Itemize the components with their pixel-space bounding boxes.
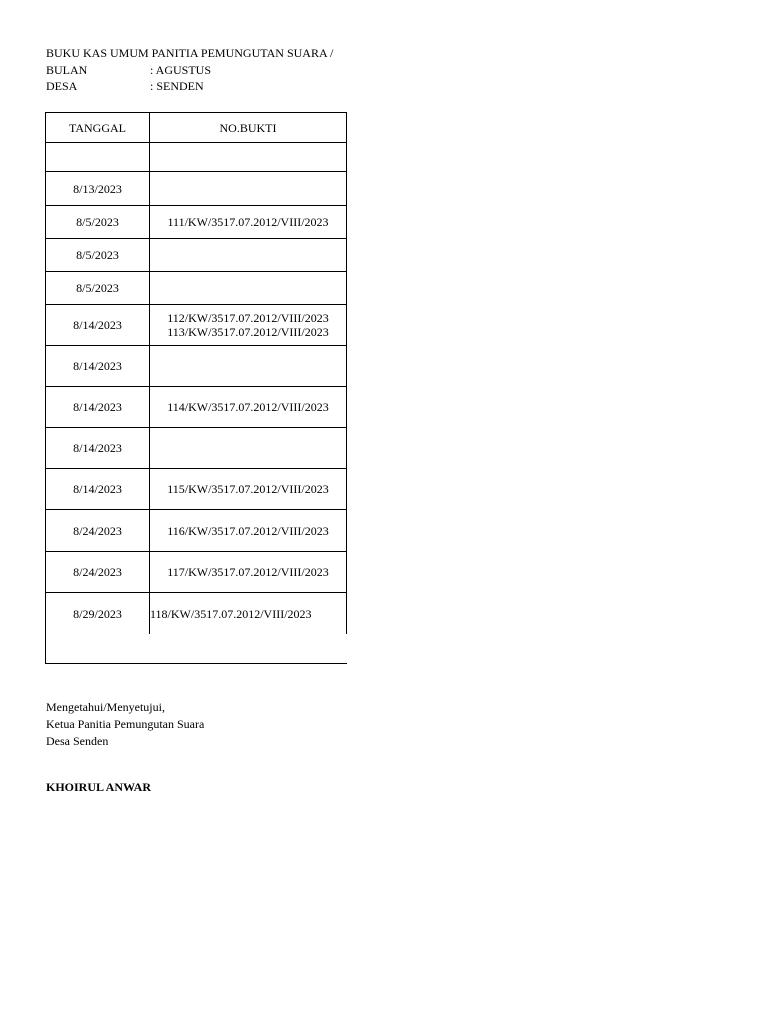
cell-no-bukti	[150, 172, 347, 205]
cell-no-bukti	[150, 305, 347, 345]
cell-no-bukti	[150, 510, 347, 551]
table-row	[46, 469, 347, 510]
table-row	[46, 272, 347, 305]
table-row	[46, 428, 347, 469]
table-row	[46, 206, 347, 239]
cell-tanggal: 8/14/2023	[46, 428, 150, 468]
signer-name: KHOIRUL ANWAR	[46, 780, 152, 794]
table-row	[46, 510, 347, 552]
no-bukti-text: 117/KW/3517.07.2012/VIII/2023	[167, 565, 329, 579]
no-bukti-text: 115/KW/3517.07.2012/VIII/2023	[167, 482, 329, 496]
cell-no-bukti	[150, 428, 347, 468]
desa-value: : SENDEN	[150, 79, 204, 93]
signature-line-approval: Mengetahui/Menyetujui,	[46, 700, 165, 714]
cell-no-bukti	[150, 272, 347, 304]
table-row	[46, 239, 347, 272]
cell-tanggal: 8/14/2023	[46, 387, 150, 427]
footer-empty-cell	[46, 634, 347, 663]
cell-tanggal: 8/13/2023	[46, 172, 150, 205]
cell-tanggal: 8/5/2023	[46, 239, 150, 271]
cell-no-bukti	[150, 346, 347, 386]
no-bukti-text: 118/KW/3517.07.2012/VIII/2023	[150, 606, 312, 621]
cell-tanggal: 8/24/2023	[46, 510, 150, 551]
signature-block	[46, 699, 204, 750]
table-row	[46, 387, 347, 428]
cell-tanggal: 8/29/2023	[46, 593, 150, 634]
no-bukti-text: 114/KW/3517.07.2012/VIII/2023	[167, 400, 329, 414]
cell-no-bukti	[150, 387, 347, 427]
table-header-row	[46, 113, 347, 143]
table-row	[46, 305, 347, 346]
cell-no-bukti	[150, 593, 347, 634]
ledger-table	[45, 112, 347, 664]
no-bukti-text: 111/KW/3517.07.2012/VIII/2023	[167, 215, 329, 229]
bulan-label: BULAN	[46, 63, 88, 77]
cell-tanggal: 8/14/2023	[46, 469, 150, 509]
cell-tanggal: 8/14/2023	[46, 346, 150, 386]
desa-label: DESA	[46, 79, 78, 93]
signature-line-village: Desa Senden	[46, 734, 109, 748]
no-bukti-text: 112/KW/3517.07.2012/VIII/2023	[167, 311, 329, 325]
no-bukti-text: 113/KW/3517.07.2012/VIII/2023	[167, 325, 329, 339]
cell-tanggal: 8/14/2023	[46, 305, 150, 345]
meta-bulan	[46, 62, 211, 78]
table-row	[46, 143, 347, 172]
column-header-tanggal: TANGGAL	[46, 113, 150, 142]
cell-no-bukti	[150, 143, 347, 171]
table-row	[46, 346, 347, 387]
column-header-no-bukti: NO.BUKTI	[150, 113, 347, 142]
no-bukti-text: 116/KW/3517.07.2012/VIII/2023	[167, 523, 329, 538]
cell-tanggal	[46, 143, 150, 171]
cell-no-bukti	[150, 552, 347, 592]
cell-tanggal: 8/24/2023	[46, 552, 150, 592]
page-title: BUKU KAS UMUM PANITIA PEMUNGUTAN SUARA /	[46, 46, 334, 60]
meta-desa	[46, 78, 204, 94]
cell-tanggal: 8/5/2023	[46, 206, 150, 238]
cell-no-bukti	[150, 469, 347, 509]
table-row	[46, 172, 347, 206]
cell-no-bukti	[150, 239, 347, 271]
table-footer-row	[46, 634, 347, 663]
table-row	[46, 593, 347, 634]
cell-tanggal: 8/5/2023	[46, 272, 150, 304]
cell-no-bukti	[150, 206, 347, 238]
bulan-value: : AGUSTUS	[150, 63, 212, 77]
ledger-body	[46, 143, 347, 634]
table-row	[46, 552, 347, 593]
signature-line-position: Ketua Panitia Pemungutan Suara	[46, 717, 205, 731]
